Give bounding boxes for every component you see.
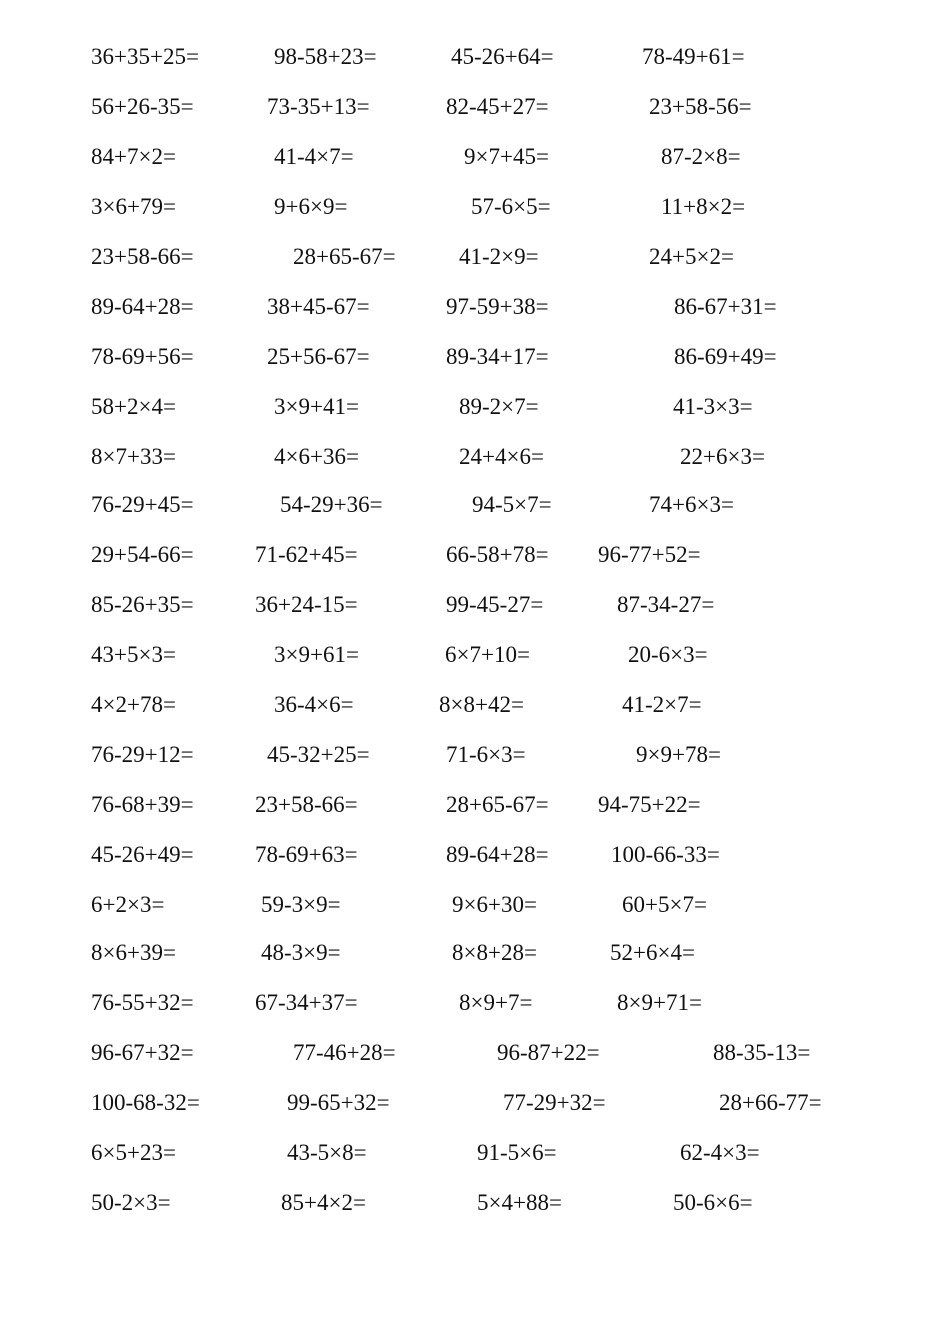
math-problem: 9×9+78= <box>636 742 721 767</box>
math-problem: 9×7+45= <box>464 144 549 169</box>
math-problem: 76-29+45= <box>91 492 194 517</box>
math-problem: 43-5×8= <box>287 1140 367 1165</box>
math-problem: 23+58-66= <box>255 792 358 817</box>
math-problem: 100-68-32= <box>91 1090 200 1115</box>
math-problem: 85+4×2= <box>281 1190 366 1215</box>
math-problem: 57-6×5= <box>471 194 551 219</box>
math-problem: 45-26+64= <box>451 44 554 69</box>
math-problem: 45-32+25= <box>267 742 370 767</box>
math-problem: 58+2×4= <box>91 394 176 419</box>
math-problem: 96-87+22= <box>497 1040 600 1065</box>
math-problem: 99-65+32= <box>287 1090 390 1115</box>
math-problem: 23+58-56= <box>649 94 752 119</box>
math-problem: 9+6×9= <box>274 194 348 219</box>
math-problem: 100-66-33= <box>611 842 720 867</box>
math-problem: 28+65-67= <box>293 244 396 269</box>
math-problem: 99-45-27= <box>446 592 544 617</box>
math-problem: 8×7+33= <box>91 444 176 469</box>
math-problem: 38+45-67= <box>267 294 370 319</box>
math-problem: 89-34+17= <box>446 344 549 369</box>
math-problem: 36-4×6= <box>274 692 354 717</box>
math-problem: 5×4+88= <box>477 1190 562 1215</box>
math-problem: 78-49+61= <box>642 44 745 69</box>
math-problem: 29+54-66= <box>91 542 194 567</box>
math-problem: 4×2+78= <box>91 692 176 717</box>
math-problem: 71-62+45= <box>255 542 358 567</box>
math-problem: 78-69+56= <box>91 344 194 369</box>
math-problem: 11+8×2= <box>661 194 746 219</box>
math-problem: 41-2×7= <box>622 692 702 717</box>
math-problem: 85-26+35= <box>91 592 194 617</box>
math-problem: 22+6×3= <box>680 444 765 469</box>
math-problem: 86-67+31= <box>674 294 777 319</box>
math-problem: 45-26+49= <box>91 842 194 867</box>
math-problem: 87-34-27= <box>617 592 715 617</box>
math-problem: 96-77+52= <box>598 542 701 567</box>
math-problem: 86-69+49= <box>674 344 777 369</box>
math-problem: 71-6×3= <box>446 742 526 767</box>
math-problem: 28+66-77= <box>719 1090 822 1115</box>
math-problem: 48-3×9= <box>261 940 341 965</box>
math-problem: 59-3×9= <box>261 892 341 917</box>
math-problem: 89-2×7= <box>459 394 539 419</box>
math-problem: 20-6×3= <box>628 642 708 667</box>
math-problem: 74+6×3= <box>649 492 734 517</box>
math-problem: 6×7+10= <box>445 642 530 667</box>
math-problem: 8×8+42= <box>439 692 524 717</box>
math-problem: 28+65-67= <box>446 792 549 817</box>
math-problem: 76-55+32= <box>91 990 194 1015</box>
math-problem: 3×6+79= <box>91 194 176 219</box>
math-problem: 3×9+41= <box>274 394 359 419</box>
math-problem: 76-29+12= <box>91 742 194 767</box>
math-problem: 89-64+28= <box>91 294 194 319</box>
math-problem: 87-2×8= <box>661 144 741 169</box>
math-problem: 36+24-15= <box>255 592 358 617</box>
math-problem: 23+58-66= <box>91 244 194 269</box>
math-problem: 8×6+39= <box>91 940 176 965</box>
math-problem: 8×9+71= <box>617 990 702 1015</box>
math-problem: 24+4×6= <box>459 444 544 469</box>
math-problem: 36+35+25= <box>91 44 199 69</box>
math-problem: 41-4×7= <box>274 144 354 169</box>
math-problem: 6+2×3= <box>91 892 165 917</box>
math-problem: 82-45+27= <box>446 94 549 119</box>
math-problem: 78-69+63= <box>255 842 358 867</box>
math-problem: 98-58+23= <box>274 44 377 69</box>
math-problem: 6×5+23= <box>91 1140 176 1165</box>
math-problem: 76-68+39= <box>91 792 194 817</box>
math-problem: 96-67+32= <box>91 1040 194 1065</box>
math-problem: 8×8+28= <box>452 940 537 965</box>
math-problem: 8×9+7= <box>459 990 533 1015</box>
math-problem: 84+7×2= <box>91 144 176 169</box>
math-problem: 89-64+28= <box>446 842 549 867</box>
math-problem: 67-34+37= <box>255 990 358 1015</box>
math-problem: 52+6×4= <box>610 940 695 965</box>
math-problem: 88-35-13= <box>713 1040 811 1065</box>
math-problem: 25+56-67= <box>267 344 370 369</box>
math-problem: 94-5×7= <box>472 492 552 517</box>
math-problem: 50-2×3= <box>91 1190 171 1215</box>
math-problem: 9×6+30= <box>452 892 537 917</box>
math-problem: 97-59+38= <box>446 294 549 319</box>
math-problem: 73-35+13= <box>267 94 370 119</box>
math-problem: 54-29+36= <box>280 492 383 517</box>
math-problem: 94-75+22= <box>598 792 701 817</box>
math-problem: 66-58+78= <box>446 542 549 567</box>
math-problem: 41-2×9= <box>459 244 539 269</box>
math-problem: 77-29+32= <box>503 1090 606 1115</box>
math-problem: 56+26-35= <box>91 94 194 119</box>
math-problem: 43+5×3= <box>91 642 176 667</box>
math-problem: 77-46+28= <box>293 1040 396 1065</box>
math-problem: 50-6×6= <box>673 1190 753 1215</box>
math-problem: 41-3×3= <box>673 394 753 419</box>
math-problem: 62-4×3= <box>680 1140 760 1165</box>
math-problem: 3×9+61= <box>274 642 359 667</box>
math-problem: 24+5×2= <box>649 244 734 269</box>
math-problem: 91-5×6= <box>477 1140 557 1165</box>
math-problem: 60+5×7= <box>622 892 707 917</box>
math-problem: 4×6+36= <box>274 444 359 469</box>
